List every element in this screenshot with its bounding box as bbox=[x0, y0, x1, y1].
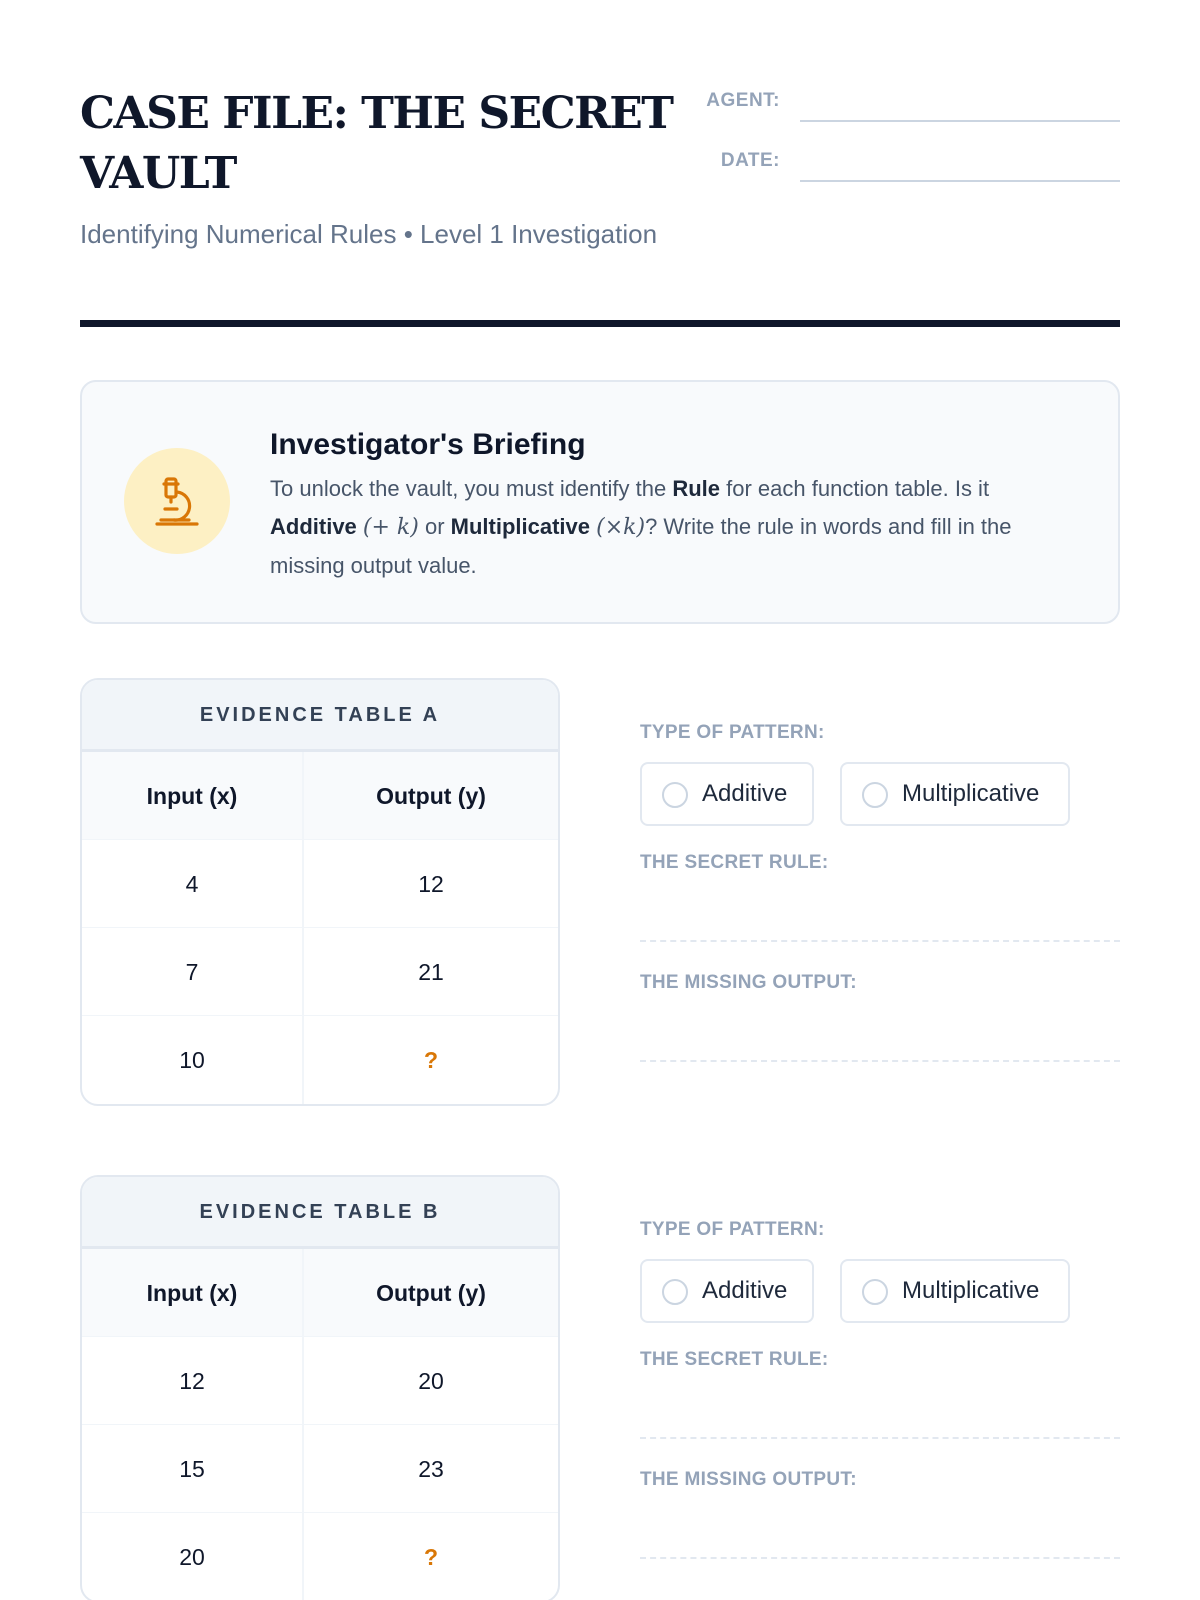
pattern-type-label: TYPE OF PATTERN: bbox=[640, 722, 825, 743]
briefing-title: Investigator's Briefing bbox=[270, 428, 586, 461]
missing-output-cell: ? bbox=[423, 1047, 439, 1073]
header-divider bbox=[80, 320, 1120, 327]
title-block bbox=[80, 84, 680, 254]
briefing-text-part-1: To unlock the vault, you must identify the bbox=[270, 476, 673, 501]
page-subtitle: Identifying Numerical Rules • Level 1 Investigation bbox=[80, 219, 658, 249]
evidence-table-a bbox=[80, 678, 560, 1106]
multiplicative-option[interactable] bbox=[840, 762, 1070, 826]
date-field[interactable] bbox=[800, 180, 1120, 182]
input-column-header: Input (x) bbox=[82, 752, 304, 839]
multiplicative-option-label: Multiplicative bbox=[902, 780, 1040, 807]
evidence-table-b bbox=[80, 1175, 560, 1600]
multiplicative-option-label: Multiplicative bbox=[902, 1277, 1040, 1304]
output-cell: 21 bbox=[418, 959, 444, 985]
date-field-row bbox=[692, 146, 1120, 206]
microscope-icon bbox=[124, 448, 230, 554]
output-column-header: Output (y) bbox=[376, 783, 486, 809]
table-row bbox=[82, 1425, 558, 1513]
missing-output-label: THE MISSING OUTPUT: bbox=[640, 1469, 857, 1490]
output-cell: 20 bbox=[418, 1368, 444, 1394]
multiplicative-option[interactable] bbox=[840, 1259, 1070, 1323]
briefing-text-part-2: for each function table. Is it bbox=[720, 476, 990, 501]
briefing-body bbox=[270, 470, 1080, 585]
table-row bbox=[82, 840, 558, 928]
briefing-or-word: or bbox=[418, 514, 451, 539]
input-column-header: Input (x) bbox=[82, 1249, 304, 1336]
table-row bbox=[82, 928, 558, 1016]
missing-output-label: THE MISSING OUTPUT: bbox=[640, 972, 857, 993]
input-cell: 4 bbox=[82, 840, 304, 927]
table-row bbox=[82, 1016, 558, 1104]
radio-circle-icon[interactable] bbox=[662, 1279, 688, 1305]
input-cell: 10 bbox=[82, 1016, 304, 1104]
secret-rule-label: THE SECRET RULE: bbox=[640, 852, 829, 873]
table-row bbox=[82, 1337, 558, 1425]
multiplicative-symbol: (×k) bbox=[596, 515, 646, 540]
input-cell: 20 bbox=[82, 1513, 304, 1600]
input-cell: 15 bbox=[82, 1425, 304, 1512]
worksheet-header bbox=[80, 84, 1120, 328]
table-header-row bbox=[82, 752, 558, 840]
radio-circle-icon[interactable] bbox=[662, 782, 688, 808]
output-cell: 23 bbox=[418, 1456, 444, 1482]
secret-rule-answer-line[interactable] bbox=[640, 940, 1120, 942]
briefing-multiplicative-word: Multiplicative bbox=[450, 514, 591, 539]
input-cell: 12 bbox=[82, 1337, 304, 1424]
missing-output-answer-line[interactable] bbox=[640, 1060, 1120, 1062]
table-row bbox=[82, 1513, 558, 1600]
agent-label: AGENT: bbox=[706, 90, 780, 111]
answer-panel-a bbox=[640, 722, 1120, 993]
additive-symbol: (+ k) bbox=[362, 515, 419, 540]
missing-output-answer-line[interactable] bbox=[640, 1557, 1120, 1559]
output-column-header: Output (y) bbox=[376, 1280, 486, 1306]
additive-option-label: Additive bbox=[702, 1277, 788, 1304]
date-label: DATE: bbox=[720, 150, 780, 171]
secret-rule-label: THE SECRET RULE: bbox=[640, 1349, 829, 1370]
secret-rule-answer-line[interactable] bbox=[640, 1437, 1120, 1439]
briefing-rule-word: Rule bbox=[672, 476, 721, 501]
additive-option[interactable] bbox=[640, 1259, 814, 1323]
page-title: CASE FILE: THE SECRET VAULT bbox=[80, 88, 673, 199]
evidence-table-title: EVIDENCE TABLE B bbox=[82, 1177, 558, 1249]
briefing-additive-word: Additive bbox=[270, 514, 357, 539]
additive-option-label: Additive bbox=[702, 780, 788, 807]
radio-circle-icon[interactable] bbox=[862, 782, 888, 808]
briefing-card bbox=[80, 380, 1120, 624]
answer-panel-b bbox=[640, 1219, 1120, 1490]
input-cell: 7 bbox=[82, 928, 304, 1015]
agent-field[interactable] bbox=[800, 120, 1120, 122]
evidence-table-title: EVIDENCE TABLE A bbox=[82, 680, 558, 752]
table-header-row bbox=[82, 1249, 558, 1337]
briefing-text-block bbox=[270, 426, 1080, 585]
missing-output-cell: ? bbox=[423, 1544, 439, 1570]
briefing-text-part-3: ? Write the rule in words and fill in the missing output value. bbox=[270, 514, 1012, 578]
student-fields bbox=[692, 86, 1120, 206]
output-cell: 12 bbox=[418, 871, 444, 897]
radio-circle-icon[interactable] bbox=[862, 1279, 888, 1305]
agent-field-row bbox=[692, 86, 1120, 146]
pattern-type-label: TYPE OF PATTERN: bbox=[640, 1219, 825, 1240]
additive-option[interactable] bbox=[640, 762, 814, 826]
